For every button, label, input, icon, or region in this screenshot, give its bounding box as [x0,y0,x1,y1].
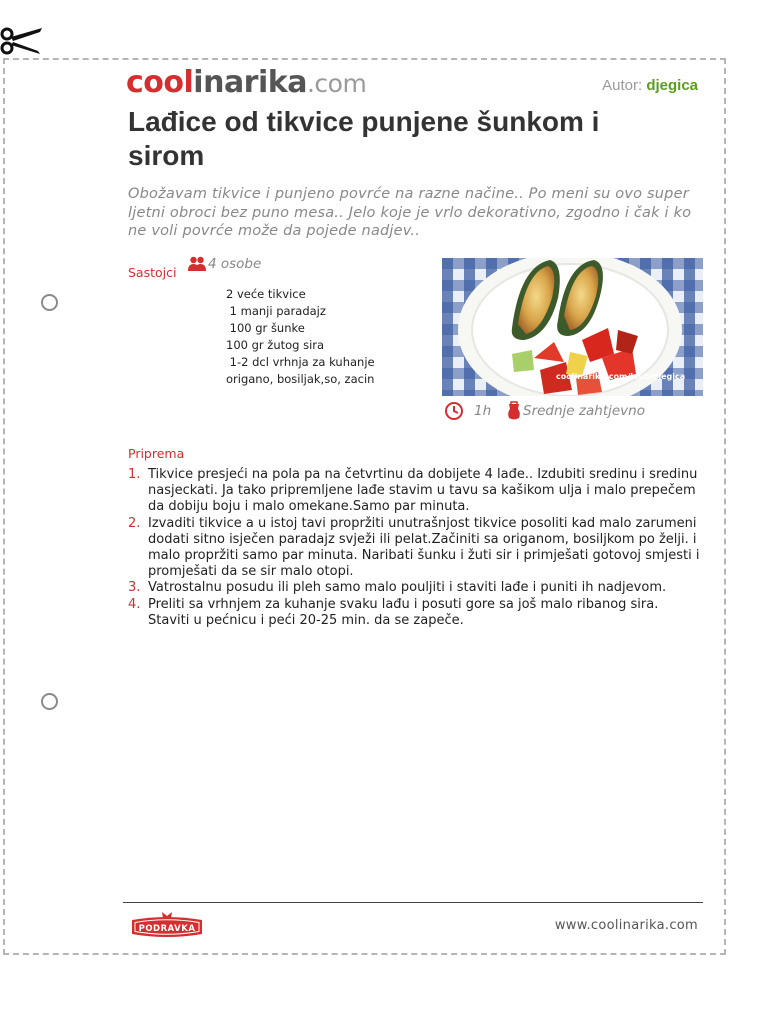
recipe-photo [442,258,703,396]
ingredients-heading: Sastojci [128,265,177,280]
chef-hat-icon [506,401,522,421]
step-item [128,597,700,629]
ingredient-item: 1 manji paradajz [226,304,326,318]
author [602,77,698,94]
step-number: 3. [128,580,141,596]
servings-text: 4 osobe [208,256,262,272]
ingredient-item: 100 gr žutog sira [226,338,325,352]
photo-watermark: coolinarika.com/klub/djegica [556,372,686,381]
footer-divider [123,902,703,903]
step-item [128,580,700,596]
binder-hole-bottom [41,693,58,710]
step-item [128,467,700,516]
author-label: Autor: [602,77,643,94]
binder-hole-top [41,294,58,311]
step-number: 2. [128,515,141,531]
ingredients-list [226,286,375,388]
difficulty: Srednje zahtjevno [523,403,645,419]
step-item [128,516,700,581]
author-name[interactable]: djegica [646,77,698,94]
svg-text:PODRAVKA: PODRAVKA [138,924,196,934]
step-number: 4. [128,596,141,612]
people-icon [188,256,206,272]
clock-icon [444,401,464,421]
coolinarika-logo[interactable]: coolinarika.com [126,65,367,100]
step-text: Izvaditi tikvice a u istoj tavi propržiti unutrašnjost tikvice posoliti kad malo zarumeni dodati sitno isječen paradajz svježi ili pelat.Začiniti sa origanom, bosiljkom po želji. i malo propržiti samo par minuta. Naribati šunku i žuti sir i primješati gotovoj smjesti i promješati da se sir malo otopi. [148,515,700,580]
step-number: 1. [128,467,141,482]
recipe-title: Lađice od tikvice punjene šunkom i sirom [128,106,600,171]
scissors-icon [0,24,44,58]
website-url[interactable]: www.coolinarika.com [554,918,698,933]
preparation-heading: Priprema [128,446,185,461]
step-text: Tikvice presjeći na pola pa na četvrtinu da dobijete 4 lađe.. Izdubiti sredinu i sredinu nasjeckati. Ja tako pripremljene lađe stavim u tavu sa kašikom ulja i malo prepečem da dobiju boju i malo omekane.Samo par minuta. [148,467,698,515]
ingredient-item: origano, bosiljak,so, zacin [226,372,375,386]
ingredient-item: 1-2 dcl vrhnja za kuhanje [226,355,375,369]
ingredient-item: 100 gr šunke [226,321,305,335]
step-text: Vatrostalnu posudu ili pleh samo malo pouljiti i staviti lađe i puniti ih nadjevom. [148,580,667,596]
step-text: Preliti sa vrhnjem za kuhanje svaku lađu i posuti gore sa još malo ribanog sira. Staviti u pećnicu i peći 20-25 min. da se zapeče. [148,596,659,628]
preparation-steps [128,467,700,629]
ingredient-item: 2 veće tikvice [226,287,306,301]
podravka-logo[interactable] [128,910,206,942]
recipe-intro: Obožavam tikvice i punjeno povrće na razne načine.. Po meni su ovo super ljetni obroci bez puno mesa.. Jelo koje je vrlo dekorativno, zgodno i čak i ko ne voli povrće može da pojede nadjev.. [128,186,692,239]
prep-time: 1h [474,403,492,419]
recipe-meta [444,401,645,421]
servings [188,256,261,272]
